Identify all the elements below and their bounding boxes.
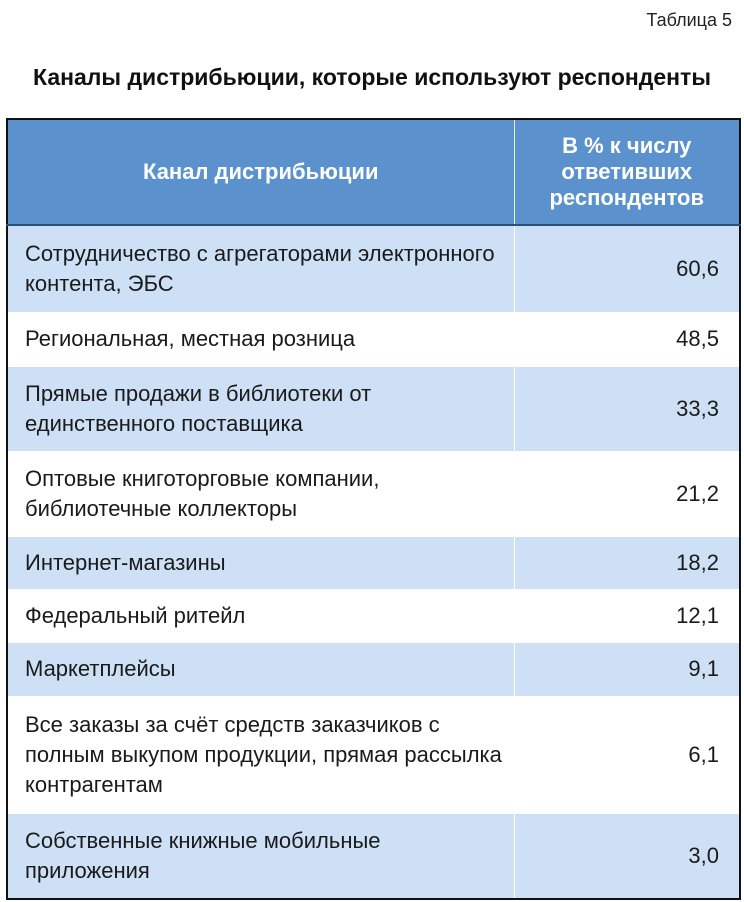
channel-cell: Прямые продажи в библиотеки от единственного поставщика [7, 366, 514, 451]
percent-cell: 6,1 [514, 696, 740, 813]
table-row [7, 813, 740, 899]
table-row [7, 642, 740, 696]
column-header-channel: Канал дистрибьюции [7, 119, 514, 225]
table-row [7, 225, 740, 312]
channel-cell: Региональная, местная розница [7, 312, 514, 366]
channel-cell: Федеральный ритейл [7, 589, 514, 642]
percent-cell: 3,0 [514, 813, 740, 899]
channel-cell: Маркетплейсы [7, 642, 514, 696]
channel-cell: Интернет-магазины [7, 536, 514, 589]
percent-cell: 18,2 [514, 536, 740, 589]
percent-cell: 12,1 [514, 589, 740, 642]
percent-cell: 21,2 [514, 451, 740, 536]
percent-cell: 9,1 [514, 642, 740, 696]
column-header-percent: В % к числу ответивших респондентов [514, 119, 740, 225]
table-row [7, 451, 740, 536]
channel-cell: Оптовые книготорговые компании, библиотечные коллекторы [7, 451, 514, 536]
channel-cell: Все заказы за счёт средств заказчиков с полным выкупом продукции, прямая рассылка контрагентам [7, 696, 514, 813]
percent-cell: 33,3 [514, 366, 740, 451]
table-header-row [7, 119, 740, 225]
distribution-channels-table [6, 118, 741, 900]
table-row [7, 589, 740, 642]
percent-cell: 48,5 [514, 312, 740, 366]
table-row [7, 312, 740, 366]
table-title: Каналы дистрибьюции, которые используют респонденты [33, 64, 711, 90]
table-number: Таблица 5 [646, 10, 732, 30]
table-row [7, 696, 740, 813]
channel-cell: Собственные книжные мобильные приложения [7, 813, 514, 899]
channel-cell: Сотрудничество с агрегаторами электронного контента, ЭБС [7, 225, 514, 312]
table-row [7, 536, 740, 589]
table-row [7, 366, 740, 451]
percent-cell: 60,6 [514, 225, 740, 312]
